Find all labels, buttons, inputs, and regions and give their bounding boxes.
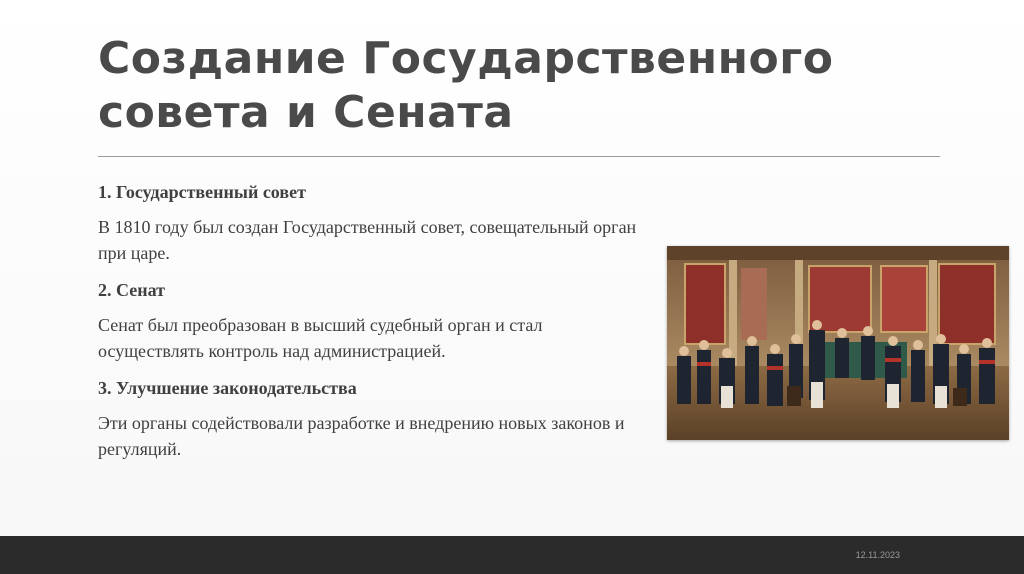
footer-date: 12.11.2023 bbox=[855, 550, 900, 560]
footer-bar bbox=[0, 536, 1024, 574]
council-painting-image bbox=[667, 246, 1009, 440]
section-text-legislation: Эти органы содействовали разработке и внедрению новых законов и регуляций. bbox=[98, 413, 625, 459]
section-text-state-council: В 1810 году был создан Государственный совет, совещательный орган при царе. bbox=[98, 217, 637, 263]
section-text-senate: Сенат был преобразован в высший судебный орган и стал осуществлять контроль над администрацией. bbox=[98, 315, 543, 361]
section-heading-legislation: 3. Улучшение законодательства bbox=[98, 378, 357, 398]
section-heading-state-council: 1. Государственный совет bbox=[98, 182, 306, 202]
slide-title-line-1: Создание Государственного bbox=[98, 33, 834, 84]
slide-body bbox=[98, 180, 648, 474]
section-heading-senate: 2. Сенат bbox=[98, 280, 165, 300]
title-divider bbox=[98, 156, 940, 157]
slide-title bbox=[98, 32, 958, 140]
slide-title-line-2: совета и Сената bbox=[98, 87, 514, 138]
